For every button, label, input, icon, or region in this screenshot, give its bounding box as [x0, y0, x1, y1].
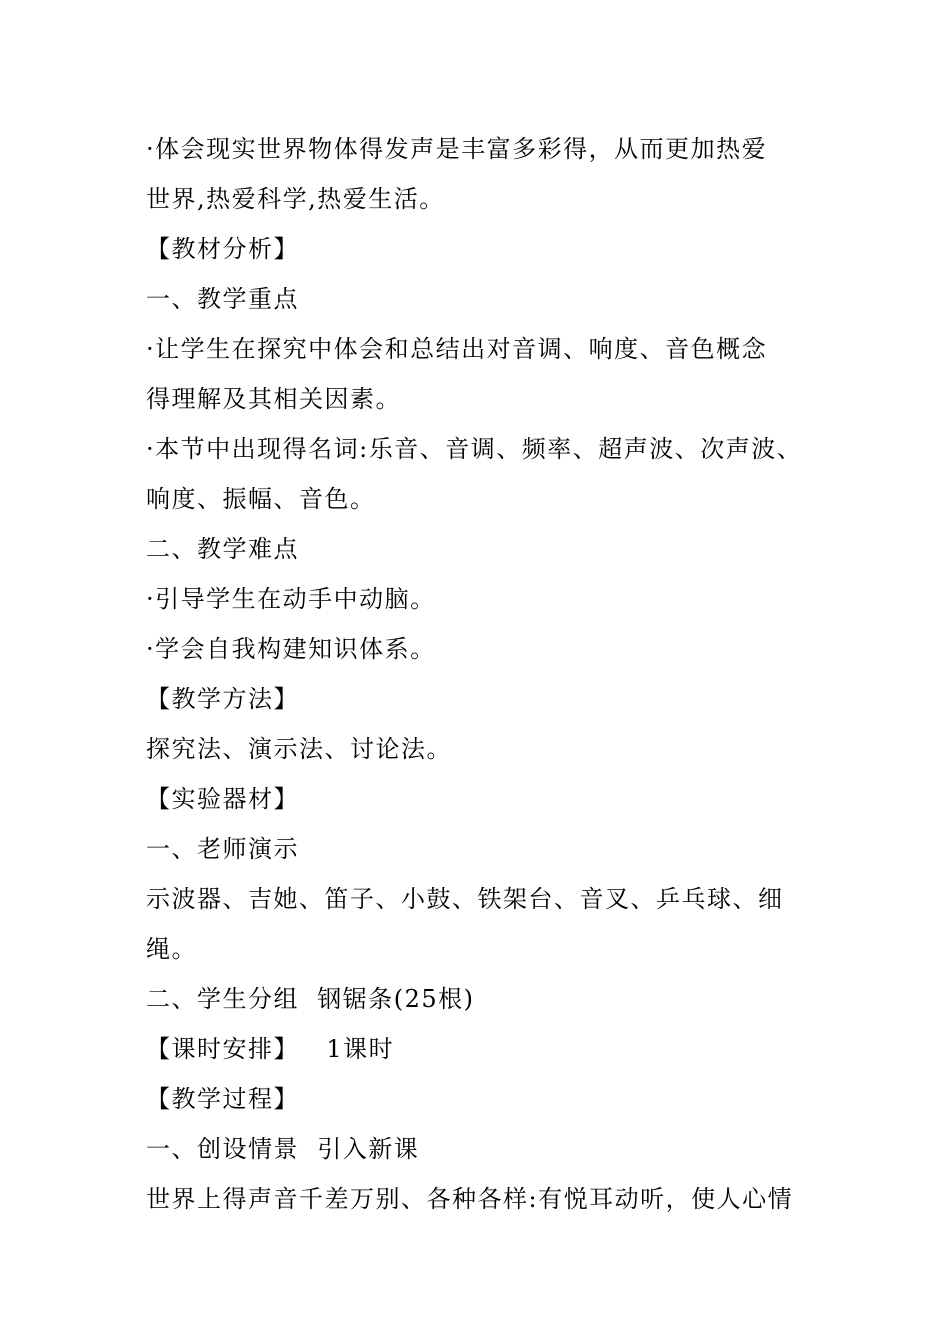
- text-line: 世界,热爱科学,热爱生活。: [146, 185, 445, 213]
- section-heading: 【教学过程】: [146, 1085, 299, 1113]
- section-heading: 【教学方法】: [146, 685, 299, 713]
- section-heading: 【教材分析】: [146, 235, 299, 263]
- section-heading: 【实验器材】: [146, 785, 299, 813]
- text-line: 探究法、演示法、讨论法。: [146, 735, 452, 763]
- text-line: ·让学生在探究中体会和总结出对音调、响度、音色概念: [146, 335, 768, 363]
- text-line: ·体会现实世界物体得发声是丰富多彩得，从而更加热爱: [146, 135, 768, 163]
- text-line: ·引导学生在动手中动脑。: [146, 585, 436, 613]
- text-line: 世界上得声音千差万别、各种各样:有悦耳动听，使人心情: [146, 1185, 794, 1213]
- subsection-heading: 二、学生分组 钢锯条(25根): [146, 985, 475, 1013]
- text-line: 绳。: [146, 935, 197, 963]
- subsection-heading: 二、教学难点: [146, 535, 299, 563]
- text-line: 响度、振幅、音色。: [146, 485, 376, 513]
- subsection-heading: 一、老师演示: [146, 835, 299, 863]
- text-line: 示波器、吉她、笛子、小鼓、铁架台、音叉、乒乓球、细: [146, 885, 784, 913]
- subsection-heading: 一、教学重点: [146, 285, 299, 313]
- text-line: ·本节中出现得名词:乐音、音调、频率、超声波、次声波、: [146, 435, 803, 463]
- section-heading: 【课时安排】 1课时: [146, 1035, 395, 1063]
- text-line: ·学会自我构建知识体系。: [146, 635, 436, 663]
- text-line: 得理解及其相关因素。: [146, 385, 401, 413]
- subsection-heading: 一、创设情景 引入新课: [146, 1135, 420, 1163]
